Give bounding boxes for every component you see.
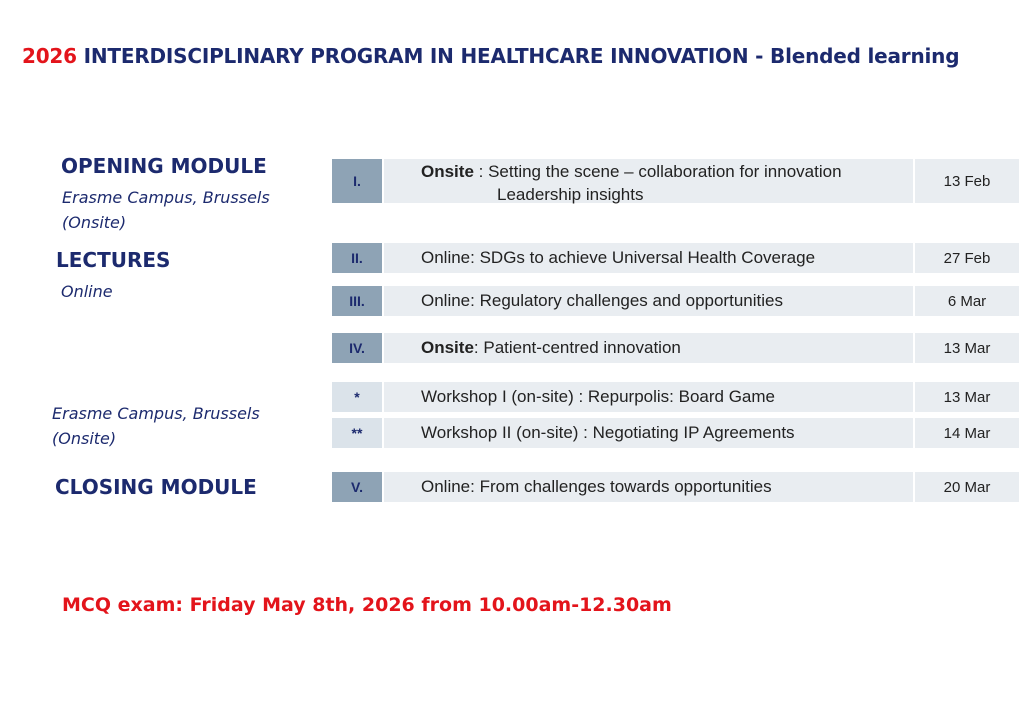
session-date: 6 Mar [915, 286, 1019, 316]
session-date: 13 Feb [915, 159, 1019, 203]
session-mode: Online [421, 248, 471, 267]
session-date: 13 Mar [915, 333, 1019, 363]
session-subtitle: Leadership insights [497, 185, 644, 204]
opening-module-location: Erasme Campus, Brussels (Onsite) [62, 188, 270, 232]
session-number: III. [332, 286, 382, 316]
session-mode: Onsite [421, 338, 474, 357]
session-mode: Onsite [421, 162, 474, 181]
session-description [384, 159, 913, 203]
lectures-location: Online [61, 282, 113, 301]
workshop-description [384, 418, 913, 448]
session-description [384, 472, 913, 502]
session-title: : Regulatory challenges and opportunities [470, 291, 783, 310]
session-title: : SDGs to achieve Universal Health Coverage [470, 248, 816, 267]
session-date: 20 Mar [915, 472, 1019, 502]
workshop-marker: * [332, 382, 382, 412]
session-date: 27 Feb [915, 243, 1019, 273]
session-description [384, 333, 913, 363]
opening-module-heading: OPENING MODULE [61, 154, 267, 178]
session-title: : From challenges towards opportunities [470, 477, 772, 496]
closing-module-heading: CLOSING MODULE [55, 475, 257, 499]
session-title: : Setting the scene – collaboration for innovation [473, 162, 842, 181]
exam-notice: MCQ exam: Friday May 8th, 2026 from 10.00am-12.30am [62, 594, 672, 616]
title-text: INTERDISCIPLINARY PROGRAM IN HEALTHCARE INNOVATION - Blended learning [83, 44, 960, 68]
title-year: 2026 [22, 44, 77, 68]
workshop-description [384, 382, 913, 412]
session-description [384, 286, 913, 316]
page-title [22, 44, 959, 68]
lectures-heading: LECTURES [56, 248, 171, 272]
session-title: : Patient-centred innovation [473, 338, 681, 357]
session-number: II. [332, 243, 382, 273]
session-mode: Online [421, 291, 471, 310]
workshop-date: 13 Mar [915, 382, 1019, 412]
workshop-date: 14 Mar [915, 418, 1019, 448]
session-description [384, 243, 913, 273]
session-number: IV. [332, 333, 382, 363]
workshop-title: Workshop I (on-site) : Repurpolis: Board Game [421, 387, 775, 406]
session-mode: Online [421, 477, 471, 496]
workshops-location: Erasme Campus, Brussels (Onsite) [52, 404, 260, 448]
workshop-marker: ** [332, 418, 382, 448]
session-number: V. [332, 472, 382, 502]
workshop-title: Workshop II (on-site) : Negotiating IP Agreements [421, 423, 795, 442]
session-number: I. [332, 159, 382, 203]
